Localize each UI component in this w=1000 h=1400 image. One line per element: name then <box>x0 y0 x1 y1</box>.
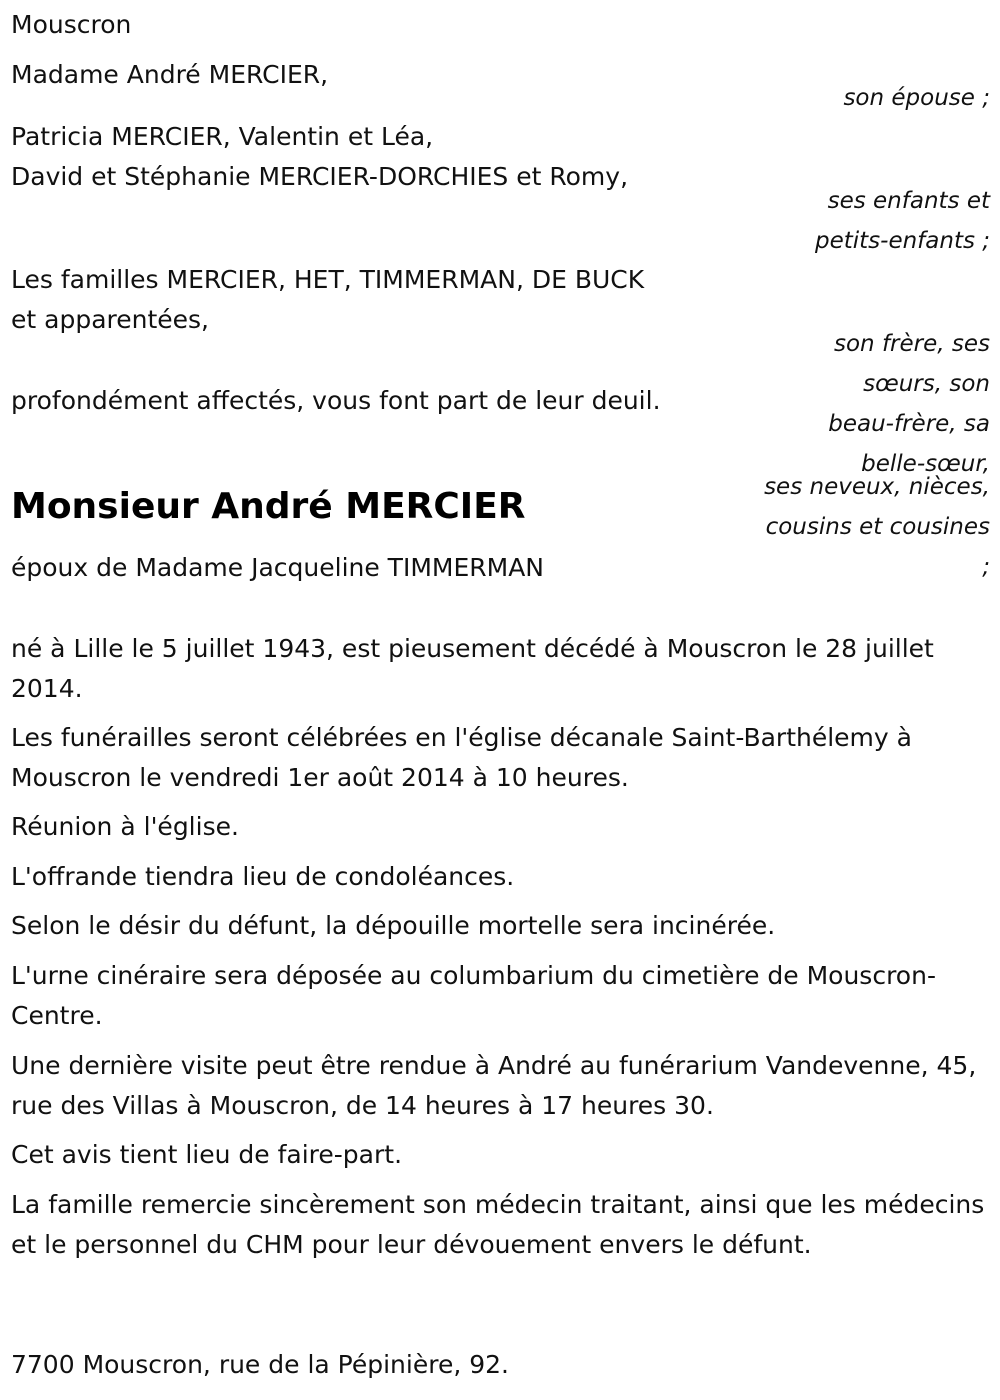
mourner-line: Patricia MERCIER, Valentin et Léa, <box>11 122 434 151</box>
detail-paragraph: Cet avis tient lieu de faire-part. <box>11 1140 403 1169</box>
address-line: 7700 Mouscron, rue de la Pépinière, 92. <box>11 1350 509 1379</box>
detail-paragraph: L'offrande tiendra lieu de condoléances. <box>11 862 515 891</box>
detail-paragraph: Une dernière visite peut être rendue à André au funérarium Vandevenne, 45, rue des Villas à Mouscron, de 14 heures à 17 heures 30. <box>11 1051 977 1120</box>
relation-label <box>828 324 990 484</box>
relation-line: petits-enfants ; <box>814 228 990 254</box>
relation-label <box>815 181 990 261</box>
relation-label <box>764 467 990 587</box>
detail-paragraph: Les funérailles seront célébrées en l'église décanale Saint-Barthélemy à Mouscron le vendredi 1er août 2014 à 10 heures. <box>11 723 912 792</box>
city-heading: Mouscron <box>11 10 132 39</box>
deceased-name: Monsieur André MERCIER <box>11 486 526 528</box>
relation-line: ses enfants et <box>827 188 990 214</box>
relation-line: son frère, ses <box>834 331 990 357</box>
relation-line: sœurs, son <box>863 371 990 397</box>
relation-line: ses neveux, nièces, <box>764 474 990 500</box>
mourner-line: et apparentées, <box>11 305 209 334</box>
relation-line: beau-frère, sa <box>828 411 990 437</box>
mourner-line: Madame André MERCIER, <box>11 60 329 89</box>
detail-paragraph: né à Lille le 5 juillet 1943, est pieusement décédé à Mouscron le 28 juillet 2014. <box>11 634 934 703</box>
mourner-line: Les familles MERCIER, HET, TIMMERMAN, DE BUCK <box>11 265 645 294</box>
mourner-line: David et Stéphanie MERCIER-DORCHIES et Romy, <box>11 162 629 191</box>
relation-line: ; <box>982 554 990 580</box>
detail-paragraph: La famille remercie sincèrement son médecin traitant, ainsi que les médecins et le personnel du CHM pour leur dévouement envers le défunt. <box>11 1190 985 1259</box>
relation-line: belle-sœur, <box>861 451 990 477</box>
detail-paragraph: Réunion à l'église. <box>11 812 239 841</box>
relation-line: son épouse ; <box>843 85 990 111</box>
relation-line: cousins et cousines <box>765 514 990 540</box>
detail-paragraph: Selon le désir du défunt, la dépouille mortelle sera incinérée. <box>11 911 776 940</box>
announcement-text: profondément affectés, vous font part de leur deuil. <box>11 386 661 415</box>
spouse-line: époux de Madame Jacqueline TIMMERMAN <box>11 553 545 582</box>
relation-label <box>843 78 990 118</box>
detail-paragraph: L'urne cinéraire sera déposée au columbarium du cimetière de Mouscron-Centre. <box>11 961 936 1030</box>
